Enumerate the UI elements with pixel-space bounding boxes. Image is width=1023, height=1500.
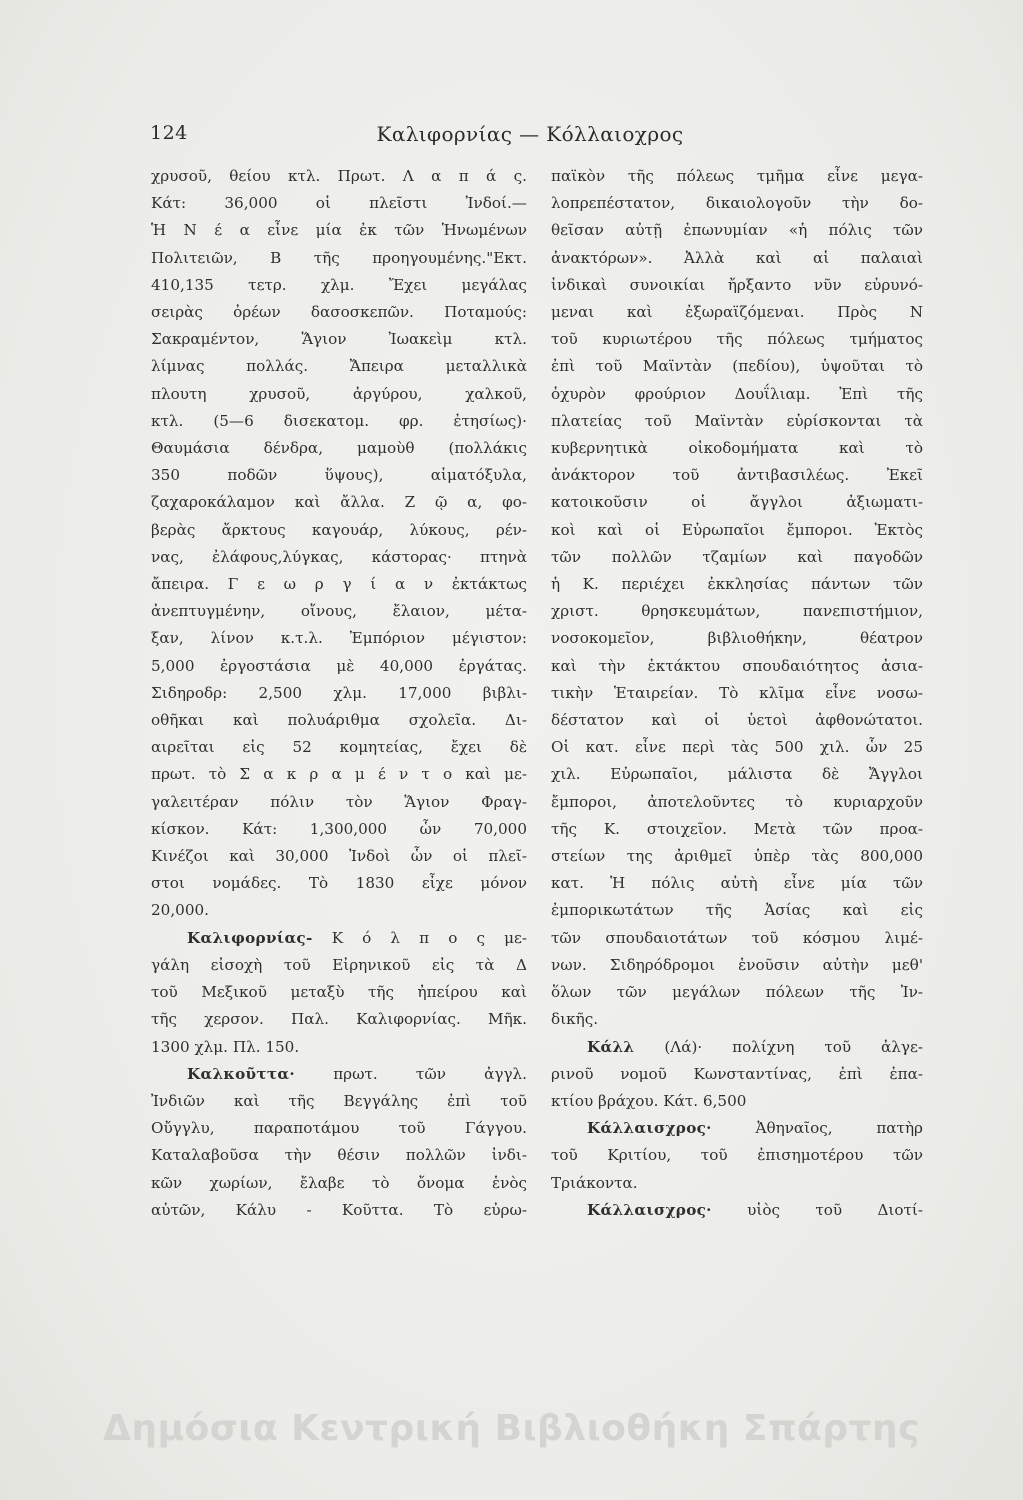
line-text: Κάτ: 36,000 οἱ πλεῖστι Ἰνδοί.— [151,194,527,213]
line-text: ἡ Κ. περιέχει ἐκκλησίας πάντων τῶν [551,575,923,594]
library-watermark: Δημόσια Κεντρική Βιβλιοθήκη Σπάρτης [103,1408,920,1449]
line-text: Κινέζοι καὶ 30,000 Ἰνδοὶ ὧν οἱ πλεῖ- [151,847,527,866]
text-line [151,326,527,353]
line-text: κυβερνητικὰ οἰκοδομήματα καὶ τὸ [551,439,923,458]
line-text: ἄπειρα. Γ ε ω ρ γ ί α ν ἐκτάκτως [151,575,527,594]
line-text: τῶν σπουδαιοτάτων τοῦ κόσμου λιμέ- [551,928,923,947]
line-text: ὀχυρὸν φρούριον Δουΐλιαμ. Ἐπὶ τῆς [551,384,923,403]
line-text: Οἱ κατ. εἶνε περὶ τὰς 500 χιλ. ὧν 25 [551,738,923,757]
text-line [551,517,923,544]
line-text: υἱὸς τοῦ Διοτί- [747,1200,923,1219]
text-line [551,734,923,761]
text-line [551,1197,923,1224]
line-text: ρινοῦ νομοῦ Κωνσταντίνας, ἐπὶ ἐπα- [551,1064,923,1083]
line-text: θεῖσαν αὐτῇ ἐπωνυμίαν «ἡ πόλις τῶν [551,221,923,240]
line-text: τοῦ Μεξικοῦ μεταξὺ τῆς ἠπείρου καὶ [151,983,527,1002]
line-text: ἰνδικαὶ συνοικίαι ἤρξαντο νῦν εὐρυνό- [551,275,923,294]
text-line [551,272,923,299]
line-text: ξαν, λίνον κ.τ.λ. Ἐμπόριον μέγιστον: [151,629,527,648]
text-line [151,435,527,462]
text-line [551,870,923,897]
text-line [151,707,527,734]
text-line [551,1115,923,1142]
line-text: λοπρεπέστατον, δικαιολογοῦν τὴν δο- [551,194,923,213]
line-text: ἐμπορικωτάτων τῆς Ἀσίας καὶ εἰς [551,901,923,920]
text-line [551,1170,923,1197]
text-line [551,925,923,952]
line-text: 350 ποδῶν ὕψους), αἱματόξυλα, [151,466,527,485]
text-line [151,952,527,979]
line-text: σειρὰς ὀρέων δασοσκεπῶν. Ποταμούς: [151,303,527,322]
text-line [551,381,923,408]
text-line [551,571,923,598]
text-line [151,1115,527,1142]
line-text: κίσκον. Κάτ: 1,300,000 ὧν 70,000 [151,819,527,838]
text-line [551,299,923,326]
text-line [151,979,527,1006]
running-title: Καλιφορνίας — Κόλλαιοχρος [376,122,684,146]
page-header [150,122,910,152]
text-line [151,789,527,816]
text-line [151,381,527,408]
text-line [151,408,527,435]
line-text: δικῆς. [551,1010,599,1029]
text-line [551,544,923,571]
line-text: τοῦ κυριωτέρου τῆς πόλεως τμήματος [551,330,923,349]
text-line [551,598,923,625]
line-text: στείων της ἀριθμεῖ ὑπὲρ τὰς 800,000 [551,847,923,866]
text-line [551,1006,923,1033]
line-text: Καταλαβοῦσα τὴν θέσιν πολλῶν ἰνδι- [151,1146,527,1165]
entry-headword: Κάλλ [587,1037,635,1056]
line-text: 5,000 ἐργοστάσια μὲ 40,000 ἐργάτας. [151,656,527,675]
text-line [551,1061,923,1088]
entry-headword: Κάλλαισχρος· [587,1119,712,1138]
text-line [551,435,923,462]
line-text: γαλειτέραν πόλιν τὸν Ἅγιον Φραγ- [151,792,527,811]
text-line [551,680,923,707]
text-line [151,217,527,244]
text-line [551,707,923,734]
line-text: κτλ. (5—6 δισεκατομ. φρ. ἐτησίως)· [151,411,527,430]
line-text: ἀνακτόρων». Ἀλλὰ καὶ αἱ παλαιαὶ [551,248,923,267]
line-text: ἔμποροι, ἀποτελοῦντες τὸ κυριαρχοῦν [551,792,923,811]
text-line [151,1061,527,1088]
text-line [151,761,527,788]
line-text: 20,000. [151,901,209,920]
entry-headword: Καλκοῦττα· [187,1064,295,1083]
text-line [151,245,527,272]
text-line [551,408,923,435]
line-text: ἀνάκτορον τοῦ ἀντιβασιλέως. Ἐκεῖ [551,466,923,485]
text-line [151,816,527,843]
line-text: δέστατον καὶ οἱ ὑετοὶ ἀφθονώτατοι. [551,711,923,730]
text-line [151,1088,527,1115]
text-line [151,163,527,190]
text-line [151,925,527,952]
line-text: Θαυμάσια δένδρα, μαμοὺθ (πολλάκις [151,439,527,458]
line-text: 1300 χλμ. Πλ. 150. [151,1037,300,1056]
entry-headword: Καλιφορνίας- [187,928,313,947]
line-text: χρυσοῦ, θείου κτλ. Πρωτ. Λ α π ά ς. [151,167,527,185]
text-line [551,897,923,924]
line-text: Τριάκοντα. [551,1173,638,1192]
line-text: 410,135 τετρ. χλμ. Ἔχει μεγάλας [151,275,527,294]
text-line [151,680,527,707]
text-line [151,625,527,652]
text-line [551,245,923,272]
text-line [551,190,923,217]
text-line [551,979,923,1006]
line-text: κτίου βράχου. Κάτ. 6,500 [551,1091,747,1110]
line-text: κατοικοῦσιν οἱ ἄγγλοι ἀξιωματι- [551,493,923,512]
line-text: πλουτη χρυσοῦ, ἀργύρου, χαλκοῦ, [151,384,527,403]
line-text: καὶ τὴν ἐκτάκτου σπουδαιότητος ἀσια- [551,656,923,675]
line-text: Σακραμέντον, Ἅγιον Ἰωακεὶμ κτλ. [151,330,527,349]
line-text: νας, ἐλάφους,λύγκας, κάστορας· πτηνὰ [151,547,527,566]
text-line [151,1170,527,1197]
line-text: κατ. Ἡ πόλις αὐτὴ εἶνε μία τῶν [551,874,923,893]
line-text: ζαχαροκάλαμον καὶ ἄλλα. Ζ ῷ α, φο- [151,493,527,512]
line-text: κοὶ καὶ οἱ Εὐρωπαῖοι ἔμποροι. Ἐκτὸς [551,520,923,539]
text-line [551,816,923,843]
line-text: χριστ. θρησκευμάτων, πανεπιστήμιον, [551,602,923,621]
text-line [151,734,527,761]
line-text: ὅλων τῶν μεγάλων πόλεων τῆς Ἰν- [551,983,923,1002]
text-line [551,1142,923,1169]
text-line [551,163,923,190]
line-text: τικὴν Ἑταιρείαν. Τὸ κλῖμα εἶνε νοσω- [551,683,923,702]
text-line [551,353,923,380]
line-text: (Λά)· πολίχνη τοῦ ἀλγε- [664,1037,923,1056]
text-line [151,870,527,897]
text-line [151,843,527,870]
page-number: 124 [150,122,188,144]
text-line [551,326,923,353]
text-line [151,1006,527,1033]
entry-headword: Κάλλαισχρος· [587,1200,712,1219]
text-line [151,1142,527,1169]
text-line [151,1197,527,1224]
text-line [551,653,923,680]
line-text: Πολιτειῶν, Β τῆς προηγουμένης."Εκτ. [151,248,527,267]
text-line [151,489,527,516]
line-text: νοσοκομεῖον, βιβλιοθήκην, θέατρον [551,629,923,648]
text-line [151,462,527,489]
line-text: πλατείας τοῦ Μαϊντὰν εὑρίσκονται τὰ [551,411,923,430]
text-line [151,190,527,217]
line-text: τῆς Κ. στοιχεῖον. Μετὰ τῶν προα- [551,819,923,838]
line-text: κῶν χωρίων, ἔλαβε τὸ ὄνομα ἑνὸς [151,1173,527,1192]
text-line [551,789,923,816]
line-text: τῶν πολλῶν τζαμίων καὶ παγοδῶν [551,547,923,566]
line-text: νων. Σιδηρόδρομοι ἑνοῦσιν αὐτὴν μεθ' [551,955,923,974]
text-line [551,843,923,870]
text-line [551,625,923,652]
line-text: αὐτῶν, Κάλυ - Κοῦττα. Τὸ εὐρω- [151,1200,527,1219]
line-text: Ἰνδιῶν καὶ τῆς Βεγγάλης ἐπὶ τοῦ [151,1091,527,1110]
text-line [151,1034,527,1061]
text-line [551,1034,923,1061]
text-line [151,571,527,598]
text-line [151,299,527,326]
line-text: τοῦ Κριτίου, τοῦ ἐπισημοτέρου τῶν [551,1146,923,1165]
text-line [551,952,923,979]
line-text: πρωτ. τῶν ἀγγλ. [333,1064,527,1083]
text-line [151,544,527,571]
text-line [551,1088,923,1115]
line-text: παϊκὸν τῆς πόλεως τμῆμα εἶνε μεγα- [551,167,923,185]
line-text: Κ ό λ π ο ς με- [331,928,527,947]
text-line [151,653,527,680]
line-text: γάλη εἰσοχὴ τοῦ Εἰρηνικοῦ εἰς τὰ Δ [151,955,527,974]
text-line [151,598,527,625]
line-text: ἐπὶ τοῦ Μαϊντὰν (πεδίου), ὑψοῦται τὸ [551,357,923,376]
text-line [151,353,527,380]
text-line [551,761,923,788]
line-text: βερὰς ἄρκτους καγουάρ, λύκους, ρέν- [151,520,527,539]
line-text: τῆς χερσον. Παλ. Καλιφορνίας. Μῆκ. [151,1010,527,1029]
text-line [151,517,527,544]
text-line [551,462,923,489]
line-text: Σιδηροδρ: 2,500 χλμ. 17,000 βιβλι- [151,683,527,702]
text-line [551,217,923,244]
line-text: πρωτ. τὸ Σ α κ ρ α μ έ ν τ ο καὶ με- [151,765,527,784]
line-text: χιλ. Εὐρωπαῖοι, μάλιστα δὲ Ἄγγλοι [551,765,923,784]
line-text: Ἀθηναῖος, πατὴρ [755,1119,923,1138]
line-text: λίμνας πολλάς. Ἄπειρα μεταλλικὰ [151,357,527,376]
text-line [151,272,527,299]
line-text: ἀνεπτυγμένην, οἴνους, ἔλαιον, μέτα- [151,602,527,621]
line-text: Οὔγγλυ, παραποτάμου τοῦ Γάγγου. [151,1119,527,1138]
left-column [151,163,527,1224]
line-text: στοι νομάδες. Τὸ 1830 εἶχε μόνον [151,874,527,893]
line-text: μεναι καὶ ἐξωραϊζόμεναι. Πρὸς Ν [551,303,923,322]
line-text: οθῆκαι καὶ πολυάριθμα σχολεῖα. Δι- [151,711,527,730]
right-column [551,163,923,1224]
text-line [151,897,527,924]
line-text: αιρεῖται εἰς 52 κομητείας, ἔχει δὲ [151,738,527,757]
line-text: Ἡ Ν έ α εἶνε μία ἐκ τῶν Ἡνωμένων [151,221,527,240]
text-line [551,489,923,516]
